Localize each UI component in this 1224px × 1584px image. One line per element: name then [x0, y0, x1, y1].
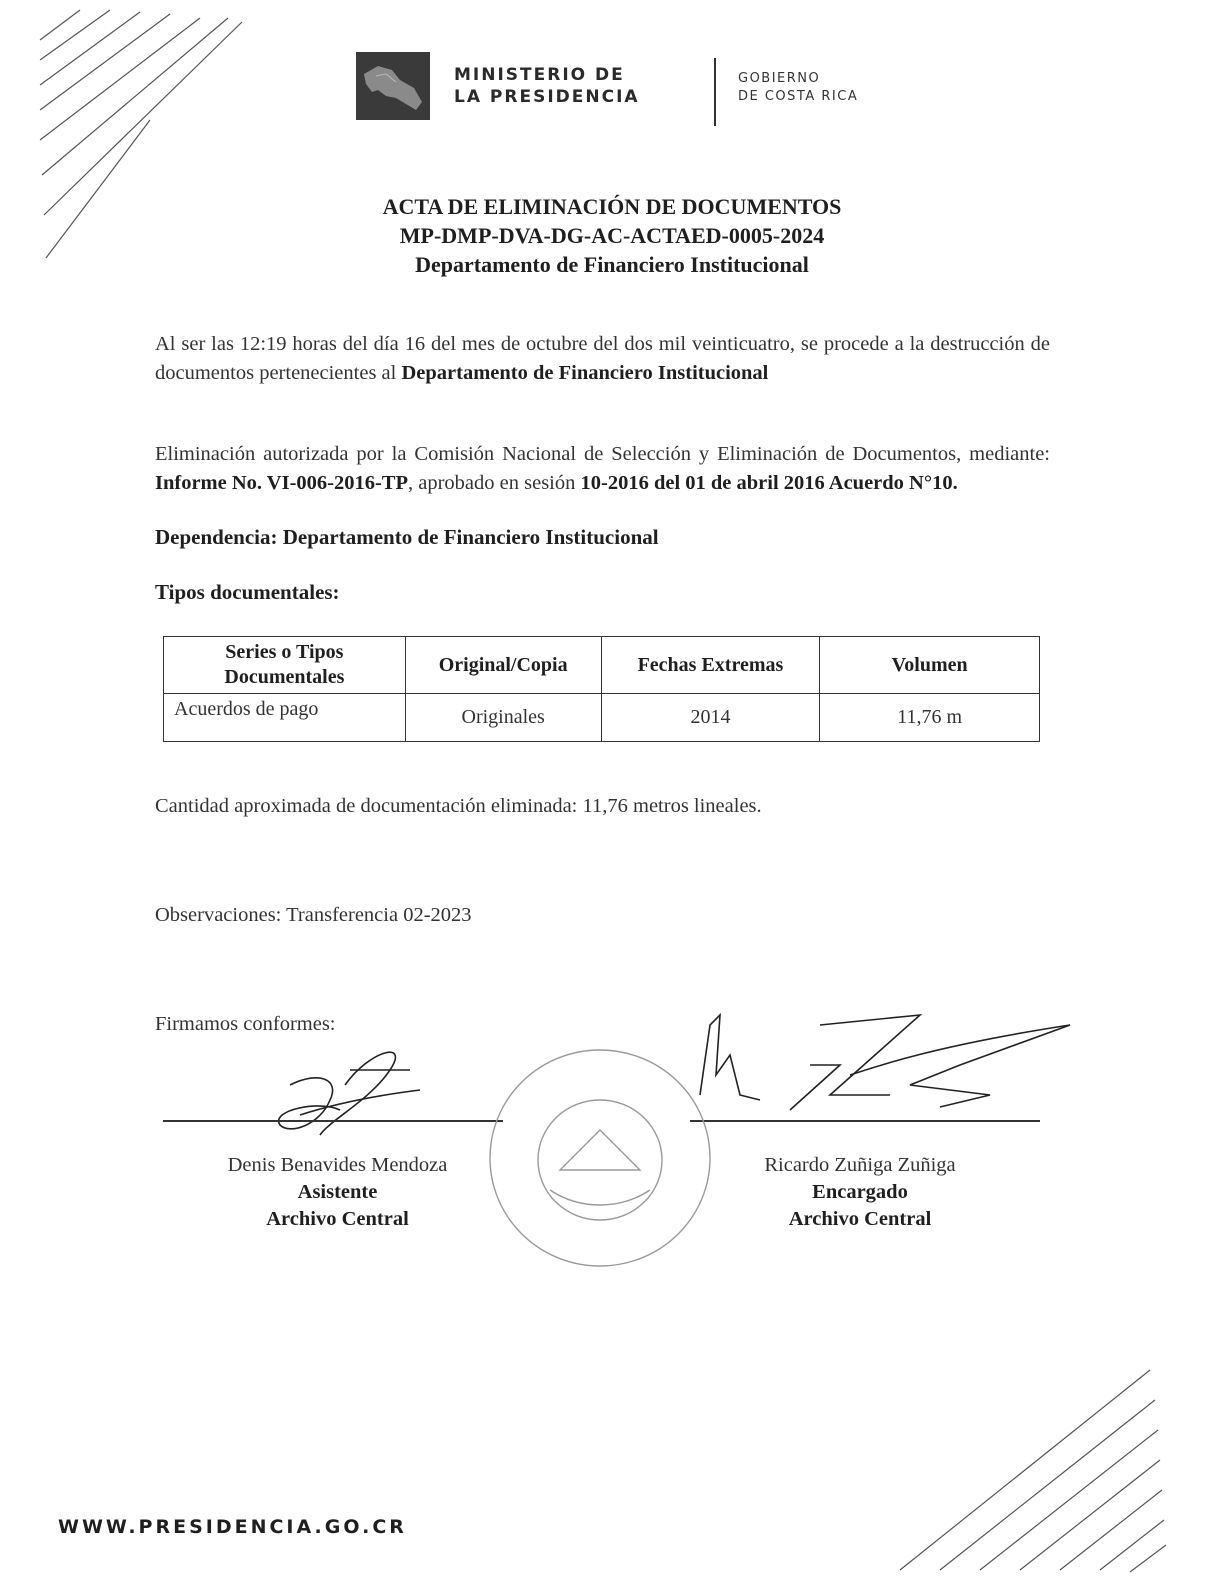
documents-table: [163, 636, 1040, 742]
authorization-paragraph: [155, 440, 1050, 498]
intro-bold-department: Departamento de Financiero Institucional: [401, 362, 769, 384]
right-signer-role: Encargado: [812, 1181, 908, 1203]
ministry-line-2: LA PRESIDENCIA: [454, 87, 640, 107]
title-line-3: Departamento de Financiero Institucional: [415, 252, 809, 277]
gov-line-2: DE COSTA RICA: [738, 89, 859, 104]
ministry-line-1: MINISTERIO DE: [454, 65, 625, 85]
left-signer-block: [170, 1152, 505, 1233]
authorization-text-2: , aprobado en sesión: [408, 472, 576, 494]
right-signer-unit: Archivo Central: [788, 1208, 932, 1230]
right-signer-name: Ricardo Zuñiga Zuñiga: [764, 1154, 956, 1176]
left-signer-unit: Archivo Central: [266, 1208, 409, 1230]
table-cell: Acuerdos de pago: [164, 694, 406, 742]
gov-line-1: GOBIERNO: [738, 71, 821, 86]
right-signer-block: [690, 1152, 1030, 1233]
table-header: Original/Copia: [405, 637, 601, 694]
table-header-row: [164, 637, 1040, 694]
firmamos-line: Firmamos conformes:: [155, 1013, 336, 1035]
footer-website: WWW.PRESIDENCIA.GO.CR: [58, 1516, 407, 1538]
left-signer-role: Asistente: [297, 1181, 378, 1203]
right-signature-line: [690, 1120, 1040, 1122]
cantidad-line: Cantidad aproximada de documentación eliminada: 11,76 metros lineales.: [155, 795, 762, 817]
government-name: [738, 70, 858, 106]
title-line-2: MP-DMP-DVA-DG-AC-ACTAED-0005-2024: [399, 223, 825, 248]
table-header: Volumen: [820, 637, 1040, 694]
right-signature-image: [680, 1005, 1080, 1125]
table-cell: 2014: [601, 694, 820, 742]
observaciones-line: Observaciones: Transferencia 02-2023: [155, 904, 472, 926]
left-signature-image: [260, 1040, 440, 1150]
left-signature-line: [163, 1120, 503, 1122]
title-line-1: ACTA DE ELIMINACIÓN DE DOCUMENTOS: [382, 194, 842, 219]
authorization-informe: Informe No. VI-006-2016-TP: [155, 472, 408, 494]
tipos-documentales-label: Tipos documentales:: [155, 580, 340, 604]
table-header: Series o Tipos Documentales: [164, 637, 406, 694]
left-signer-name: Denis Benavides Mendoza: [227, 1154, 448, 1176]
table-cell: Originales: [405, 694, 601, 742]
header-divider: [714, 58, 716, 126]
intro-text: Al ser las 12:19 horas del día 16 del mes de octubre del dos mil veinticuatro, se procede a la destrucción de documentos pertenecientes al: [155, 333, 1050, 384]
table-header: Fechas Extremas: [601, 637, 820, 694]
bottom-right-decorative-lines: [880, 1360, 1180, 1580]
authorization-text-1: Eliminación autorizada por la Comisión Nacional de Selección y Eliminación de Documentos, mediante:: [155, 443, 1050, 465]
authorization-session: 10-2016 del 01 de abril 2016 Acuerdo N°10.: [580, 472, 958, 494]
costa-rica-map-logo: [356, 52, 430, 120]
intro-paragraph: [155, 330, 1050, 388]
dependencia-line: Dependencia: Departamento de Financiero Institucional: [155, 525, 659, 549]
table-cell: 11,76 m: [820, 694, 1040, 742]
document-title: [0, 192, 1224, 279]
archive-seal-stamp: [480, 1040, 720, 1270]
letterhead: [356, 52, 916, 128]
ministry-name: [454, 64, 640, 108]
table-row: [164, 694, 1040, 742]
